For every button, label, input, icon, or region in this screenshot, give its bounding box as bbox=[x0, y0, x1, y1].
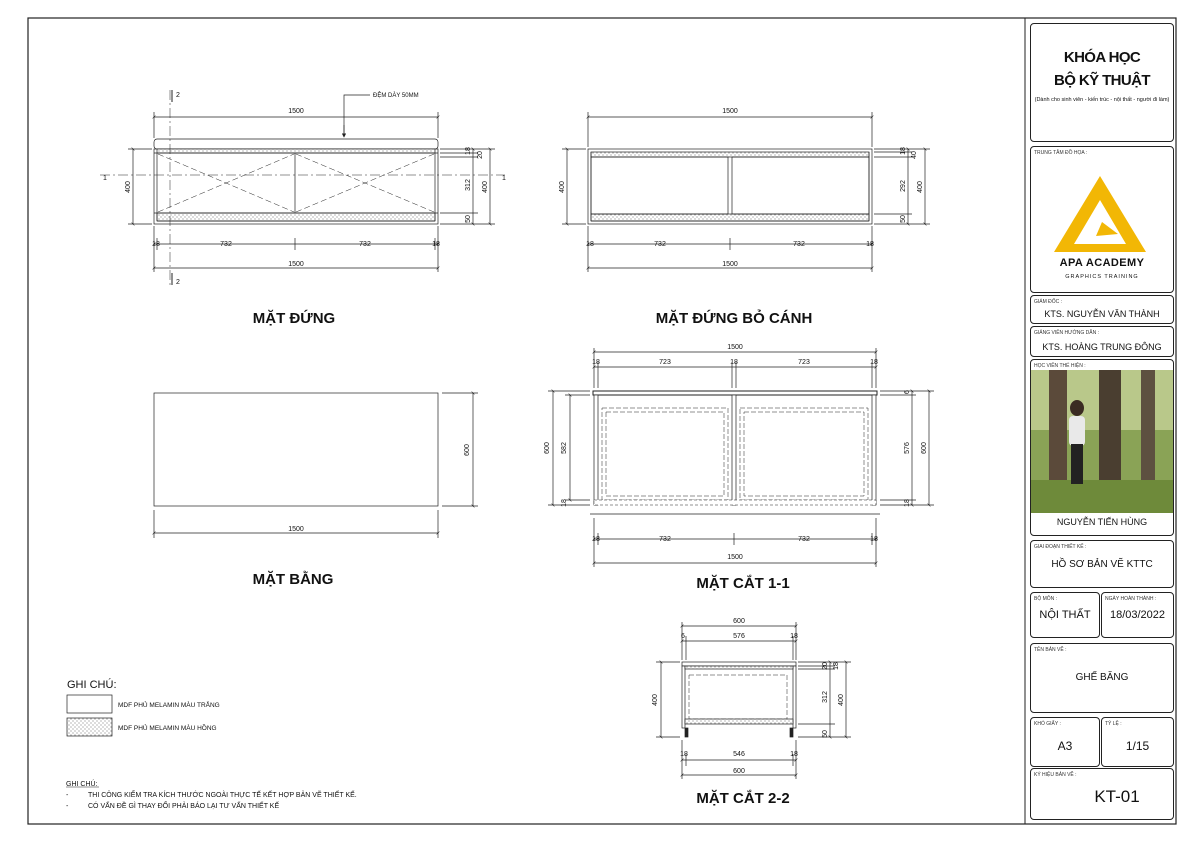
dim-label: 732 bbox=[654, 241, 666, 248]
dim-label: 18 bbox=[790, 751, 798, 758]
dim-label: 18 bbox=[790, 633, 798, 640]
dim-label: 400 bbox=[482, 181, 489, 193]
dim-label: 50 bbox=[822, 730, 829, 738]
cut-mark-2-top: 2 bbox=[176, 92, 180, 99]
dim-label: 1500 bbox=[722, 261, 738, 268]
titleblock-paper bbox=[1030, 717, 1100, 767]
titleblock-drawing-name bbox=[1030, 643, 1174, 713]
code-value: KT-01 bbox=[1094, 787, 1140, 806]
code-label: KÝ HIỆU BẢN VẼ : bbox=[1034, 772, 1077, 778]
dim-label: 600 bbox=[544, 442, 551, 454]
instructor-label: GIẢNG VIÊN HƯỚNG DẪN : bbox=[1034, 330, 1099, 336]
dim-label: 18 bbox=[465, 147, 472, 155]
dim-label: 18 bbox=[904, 499, 911, 507]
note-bullet: - bbox=[66, 792, 69, 799]
dim-label: 20 bbox=[477, 151, 484, 159]
center-tagline: GRAPHICS TRAINING bbox=[1065, 274, 1139, 280]
student-photo bbox=[1031, 370, 1173, 513]
dim-label: 1500 bbox=[722, 108, 738, 115]
title-section-2: MẶT CẮT 2-2 bbox=[696, 790, 790, 807]
dim-label: 582 bbox=[561, 442, 568, 454]
titleblock-dept bbox=[1030, 592, 1100, 638]
dim-label: 400 bbox=[559, 181, 566, 193]
note-item: CÓ VẤN ĐỀ GÌ THAY ĐỔI PHẢI BÁO LẠI TƯ VẤN THIẾT KẾ bbox=[88, 803, 280, 810]
notes-title: GHI CHÚ: bbox=[66, 781, 98, 788]
drawing-name-value: GHẾ BĂNG bbox=[1075, 672, 1129, 683]
cut-mark-1-right: 1 bbox=[502, 175, 506, 182]
title-front-no-door: MẶT ĐỨNG BỎ CÁNH bbox=[655, 310, 813, 327]
apa-logo-icon bbox=[1052, 174, 1152, 254]
date-value: 18/03/2022 bbox=[1109, 609, 1166, 621]
dim-label: 400 bbox=[125, 181, 132, 193]
dim-label: 546 bbox=[733, 751, 745, 758]
title-section-1: MẶT CẮT 1-1 bbox=[696, 575, 790, 592]
dim-label: 400 bbox=[838, 694, 845, 706]
plan-view bbox=[154, 393, 478, 538]
dim-label: 6 bbox=[681, 633, 685, 640]
legend-swatch-white bbox=[67, 695, 112, 713]
legend-title: GHI CHÚ: bbox=[67, 679, 117, 691]
dim-label: 312 bbox=[465, 179, 472, 191]
dim-label: 732 bbox=[798, 536, 810, 543]
dim-label: 18 bbox=[152, 241, 160, 248]
dim-label: 18 bbox=[866, 241, 874, 248]
dim-label: 50 bbox=[465, 215, 472, 223]
dim-label: 600 bbox=[921, 442, 928, 454]
director-name: KTS. NGUYỄN VĂN THÀNH bbox=[1044, 309, 1160, 319]
dim-label: 400 bbox=[917, 181, 924, 193]
drawing-name-label: TÊN BẢN VẼ : bbox=[1034, 647, 1067, 653]
titleblock-director bbox=[1030, 295, 1174, 324]
course-note: (Dành cho sinh viên - kiến trúc - nội thất - người đi làm) bbox=[1034, 97, 1170, 103]
dim-label: 50 bbox=[900, 215, 907, 223]
paper-value: A3 bbox=[1057, 739, 1073, 753]
dim-label: 18 bbox=[592, 536, 600, 543]
dim-label: 18 bbox=[833, 662, 840, 670]
cushion-note: ĐỆM DÀY 50MM bbox=[373, 93, 419, 99]
front-elevation bbox=[100, 90, 505, 285]
dim-label: 40 bbox=[911, 151, 918, 159]
title-plan: MẶT BẰNG bbox=[252, 571, 334, 588]
titleblock-center bbox=[1030, 146, 1174, 293]
section-1-1 bbox=[548, 348, 934, 567]
front-elevation-no-door bbox=[562, 112, 930, 272]
dim-label: 18 bbox=[870, 359, 878, 366]
dim-label: 576 bbox=[733, 633, 745, 640]
phase-label: GIAI ĐOẠN THIẾT KẾ : bbox=[1034, 544, 1087, 550]
course-line1: KHÓA HỌC bbox=[1063, 49, 1141, 66]
legend-item-pink: MDF PHỦ MELAMIN MÀU HỒNG bbox=[118, 725, 217, 732]
student-name: NGUYỄN TIẾN HÙNG bbox=[1056, 517, 1148, 527]
titleblock-code bbox=[1030, 768, 1174, 820]
dim-label: 6 bbox=[904, 390, 911, 394]
dim-label: 20 bbox=[822, 662, 829, 670]
dim-label: 18 bbox=[586, 241, 594, 248]
dim-label: 292 bbox=[900, 180, 907, 192]
instructor-name: KTS. HOÀNG TRUNG ĐÔNG bbox=[1042, 342, 1162, 352]
dim-label: 732 bbox=[359, 241, 371, 248]
dim-label: 732 bbox=[220, 241, 232, 248]
director-label: GIÁM ĐỐC : bbox=[1034, 299, 1063, 305]
student-label: HỌC VIÊN THỂ HIỆN : bbox=[1034, 363, 1086, 369]
phase-value: HỒ SƠ BẢN VẼ KTTC bbox=[1051, 559, 1153, 570]
legend-item-white: MDF PHỦ MELAMIN MÀU TRẮNG bbox=[118, 702, 220, 709]
dim-label: 18 bbox=[900, 147, 907, 155]
titleblock-phase bbox=[1030, 540, 1174, 588]
dim-label: 576 bbox=[904, 442, 911, 454]
scale-value: 1/15 bbox=[1125, 739, 1150, 753]
dim-label: 732 bbox=[793, 241, 805, 248]
dim-label: 18 bbox=[680, 751, 688, 758]
note-bullet: - bbox=[66, 803, 69, 810]
title-front: MẶT ĐỨNG bbox=[252, 310, 336, 327]
dim-label: 1500 bbox=[727, 554, 743, 561]
dim-label: 18 bbox=[730, 359, 738, 366]
cut-mark-2-bottom: 2 bbox=[176, 279, 180, 286]
scale-label: TỶ LỆ : bbox=[1105, 721, 1122, 727]
legend-swatch-pink bbox=[67, 718, 112, 736]
dim-label: 600 bbox=[733, 768, 745, 775]
dim-label: 732 bbox=[659, 536, 671, 543]
dim-label: 18 bbox=[561, 499, 568, 507]
dim-label: 1500 bbox=[288, 526, 304, 533]
dept-value: NỘI THẤT bbox=[1039, 609, 1091, 621]
paper-label: KHỔ GIẤY : bbox=[1034, 721, 1061, 727]
date-label: NGÀY HOÀN THÀNH : bbox=[1105, 596, 1157, 602]
dim-label: 1500 bbox=[288, 261, 304, 268]
dim-label: 600 bbox=[464, 444, 471, 456]
dim-label: 18 bbox=[592, 359, 600, 366]
dim-label: 723 bbox=[659, 359, 671, 366]
cut-mark-1-left: 1 bbox=[103, 175, 107, 182]
titleblock-course bbox=[1030, 23, 1174, 142]
titleblock-instructor bbox=[1030, 326, 1174, 357]
dim-label: 723 bbox=[798, 359, 810, 366]
titleblock-date bbox=[1101, 592, 1174, 638]
dim-label: 1500 bbox=[727, 344, 743, 351]
note-item: THI CÔNG KIỂM TRA KÍCH THƯỚC NGOÀI THỰC TẾ KẾT HỢP BẢN VẼ THIẾT KẾ. bbox=[88, 792, 357, 799]
dim-label: 1500 bbox=[288, 108, 304, 115]
dim-label: 400 bbox=[652, 694, 659, 706]
dim-label: 18 bbox=[432, 241, 440, 248]
dim-label: 18 bbox=[870, 536, 878, 543]
dim-label: 312 bbox=[822, 691, 829, 703]
titleblock-scale bbox=[1101, 717, 1174, 767]
center-label: TRUNG TÂM ĐỒ HỌA : bbox=[1034, 150, 1088, 156]
center-brand: APA ACADEMY bbox=[1059, 257, 1145, 269]
course-line2: BỘ KỸ THUẬT bbox=[1054, 72, 1150, 89]
dept-label: BỘ MÔN : bbox=[1034, 596, 1058, 602]
dim-label: 600 bbox=[733, 618, 745, 625]
